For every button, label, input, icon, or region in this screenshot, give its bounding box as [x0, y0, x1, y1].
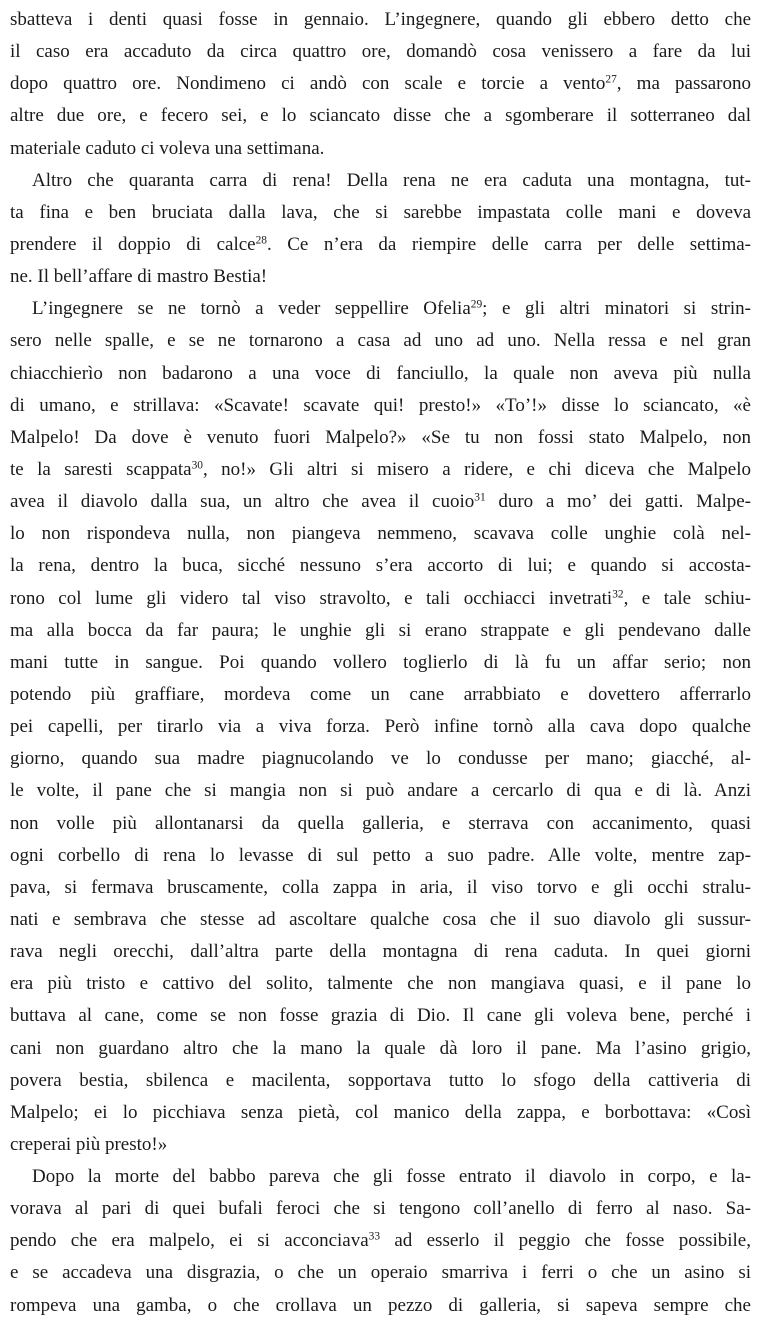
- text-line: [10, 1257, 751, 1289]
- text-line: [10, 36, 751, 68]
- text-segment: avea il diavolo dalla sua, un altro che avea il cuoio: [10, 491, 475, 513]
- text-segment: cani non guardano altro che la mano la quale dà loro il pane. Ma l’asino grigio,: [10, 1037, 751, 1059]
- text-line: [10, 1225, 751, 1257]
- text-segment: te la saresti scappata: [10, 458, 192, 480]
- text-segment: Altro che quaranta carra di rena! Della rena ne era caduta una montagna, tut-: [32, 169, 751, 191]
- text-segment: ad esserlo il peggio che fosse possibile,: [380, 1230, 751, 1252]
- text-line: [10, 261, 751, 293]
- text-line: [10, 1290, 751, 1322]
- text-segment: lo non rispondeva nulla, non piangeva nemmeno, scavava colle unghie colà nel-: [10, 523, 751, 545]
- text-segment: di umano, e strillava: «Scavate! scavate qui! presto!» «To’!» disse lo sciancato, «è: [10, 394, 751, 416]
- text-line: [10, 1065, 751, 1097]
- text-line: [10, 293, 751, 325]
- text-line: [10, 679, 751, 711]
- text-line: [10, 229, 751, 261]
- text-segment: e se accadeva una disgrazia, o che un operaio smarriva i ferri o che un asino si: [10, 1262, 751, 1284]
- footnote-marker: 29: [470, 299, 483, 311]
- text-line: [10, 808, 751, 840]
- text-segment: ogni corbello di rena lo levasse di sul petto a suo padre. Alle volte, mentre zap-: [10, 844, 751, 866]
- text-segment: rava negli orecchi, dall’altra parte della montagna di rena caduta. In quei giorni: [10, 941, 751, 963]
- text-segment: , no!» Gli altri si misero a ridere, e chi diceva che Malpelo: [202, 458, 751, 480]
- text-segment: il caso era accaduto da circa quattro ore, domandò cosa venissero a fare da lui: [10, 41, 751, 63]
- text-line: [10, 165, 751, 197]
- text-segment: , ma passarono: [616, 73, 751, 95]
- text-segment: non volle più allontanarsi da quella galleria, e sterrava con accanimento, quasi: [10, 812, 751, 834]
- text-segment: Malpelo! Da dove è venuto fuori Malpelo?» «Se tu non fossi stato Malpelo, non: [10, 426, 751, 448]
- footnote-marker: 30: [191, 459, 203, 472]
- text-line: [10, 775, 751, 807]
- text-line: [10, 615, 751, 647]
- text-segment: sero nelle spalle, e se ne tornarono a casa ad uno ad uno. Nella ressa e nel gran: [10, 330, 751, 352]
- text-segment: giorno, quando sua madre piagnucolando ve lo condusse per mano; giacché, al-: [10, 748, 751, 770]
- text-segment: Malpelo; ei lo picchiava senza pietà, col manico della zappa, e borbottava: «Così: [10, 1101, 751, 1123]
- text-segment: ; e gli altri minatori si strin-: [482, 298, 751, 320]
- text-segment: povera bestia, sbilenca e macilenta, sopportava tutto lo sfogo della cattiveria di: [10, 1069, 751, 1091]
- text-line: [10, 1129, 751, 1161]
- text-segment: sbatteva i denti quasi fosse in gennaio. L’ingegnere, quando gli ebbero detto che: [10, 9, 751, 30]
- text-line: [10, 936, 751, 968]
- text-segment: pava, si fermava bruscamente, colla zappa in aria, il viso torvo e gli occhi stralu-: [10, 876, 751, 898]
- text-segment: altre due ore, e fecero sei, e lo sciancato disse che a sgomberare il sotterraneo dal: [10, 105, 751, 127]
- text-segment: buttava al cane, come se non fosse grazia di Dio. Il cane gli voleva bene, perché i: [10, 1005, 751, 1027]
- text-line: [10, 647, 751, 679]
- text-segment: prendere il doppio di calce: [10, 233, 256, 255]
- text-segment: Dopo la morte del babbo pareva che gli fosse entrato il diavolo in corpo, e la-: [32, 1166, 751, 1188]
- text-line: [10, 390, 751, 422]
- text-line: [10, 1033, 751, 1065]
- text-line: [10, 197, 751, 229]
- text-line: [10, 968, 751, 1000]
- text-segment: ne. Il bell’affare di mastro Bestia!: [10, 266, 268, 288]
- text-segment: le volte, il pane che si mangia non si può andare a cercarlo di qua e di là. Anzi: [10, 780, 751, 802]
- footnote-marker: 31: [474, 491, 486, 504]
- text-line: [10, 68, 751, 100]
- text-segment: . Ce n’era da riempire delle carra per delle settima-: [267, 233, 751, 255]
- text-line: [10, 1000, 751, 1032]
- text-line: [10, 325, 751, 357]
- text-segment: vorava al pari di quei bufali feroci che si tengono coll’anello di ferro al naso. Sa-: [10, 1198, 751, 1220]
- footnote-marker: 32: [612, 588, 624, 601]
- text-line: [10, 1161, 751, 1193]
- text-segment: L’ingegnere se ne tornò a veder seppellire Ofelia: [32, 298, 471, 320]
- footnote-marker: 28: [255, 234, 267, 247]
- text-line: [10, 358, 751, 390]
- text-line: [10, 872, 751, 904]
- text-line: [10, 840, 751, 872]
- text-line: [10, 4, 751, 36]
- text-line: [10, 100, 751, 132]
- text-line: [10, 133, 751, 165]
- text-line: [10, 454, 751, 486]
- text-segment: era più tristo e cattivo del solito, talmente che non mangiava quasi, e il pane lo: [10, 973, 751, 995]
- text-segment: , e tale schiu-: [623, 587, 751, 609]
- text-line: [10, 518, 751, 550]
- footnote-marker: 27: [605, 74, 617, 87]
- text-line: [10, 550, 751, 582]
- text-line: [10, 422, 751, 454]
- text-segment: creperai più presto!»: [10, 1133, 168, 1155]
- text-segment: rompeva una gamba, o che crollava un pezzo di galleria, si sapeva sempre che: [10, 1294, 751, 1316]
- text-line: [10, 486, 751, 518]
- text-segment: ta fina e ben bruciata dalla lava, che si sarebbe impastata colle mani e doveva: [10, 201, 751, 223]
- text-segment: chiacchierìo non badarono a una voce di fanciullo, la quale non aveva più nulla: [10, 362, 751, 384]
- text-line: [10, 583, 751, 615]
- text-segment: mani tutte in sangue. Poi quando vollero toglierlo di là fu un affar serio; non: [10, 651, 751, 673]
- text-segment: rono col lume gli videro tal viso stravolto, e tali occhiacci invetrati: [10, 587, 613, 609]
- footnote-marker: 33: [368, 1231, 381, 1244]
- text-line: [10, 743, 751, 775]
- text-segment: pei capelli, per tirarlo via a viva forza. Però infine tornò alla cava dopo qualche: [10, 716, 751, 738]
- text-line: [10, 1193, 751, 1225]
- text-segment: dopo quattro ore. Nondimeno ci andò con scale e torcie a vento: [10, 73, 606, 95]
- text-line: [10, 1097, 751, 1129]
- text-segment: la rena, dentro la buca, sicché nessuno s’era accorto di lui; e quando si accosta-: [10, 555, 751, 577]
- text-segment: ma alla bocca da far paura; le unghie gli si erano strappate e gli pendevano dalle: [10, 619, 751, 641]
- text-segment: pendo che era malpelo, ei si acconciava: [10, 1230, 369, 1252]
- text-segment: duro a mo’ dei gatti. Malpe-: [485, 491, 751, 513]
- text-segment: potendo più graffiare, mordeva come un cane arrabbiato e dovettero afferrarlo: [10, 683, 751, 705]
- text-segment: nati e sembrava che stesse ad ascoltare qualche cosa che il suo diavolo gli sussur-: [10, 908, 751, 930]
- text-line: [10, 711, 751, 743]
- text-segment: materiale caduto ci voleva una settimana.: [10, 137, 325, 159]
- text-line: [10, 904, 751, 936]
